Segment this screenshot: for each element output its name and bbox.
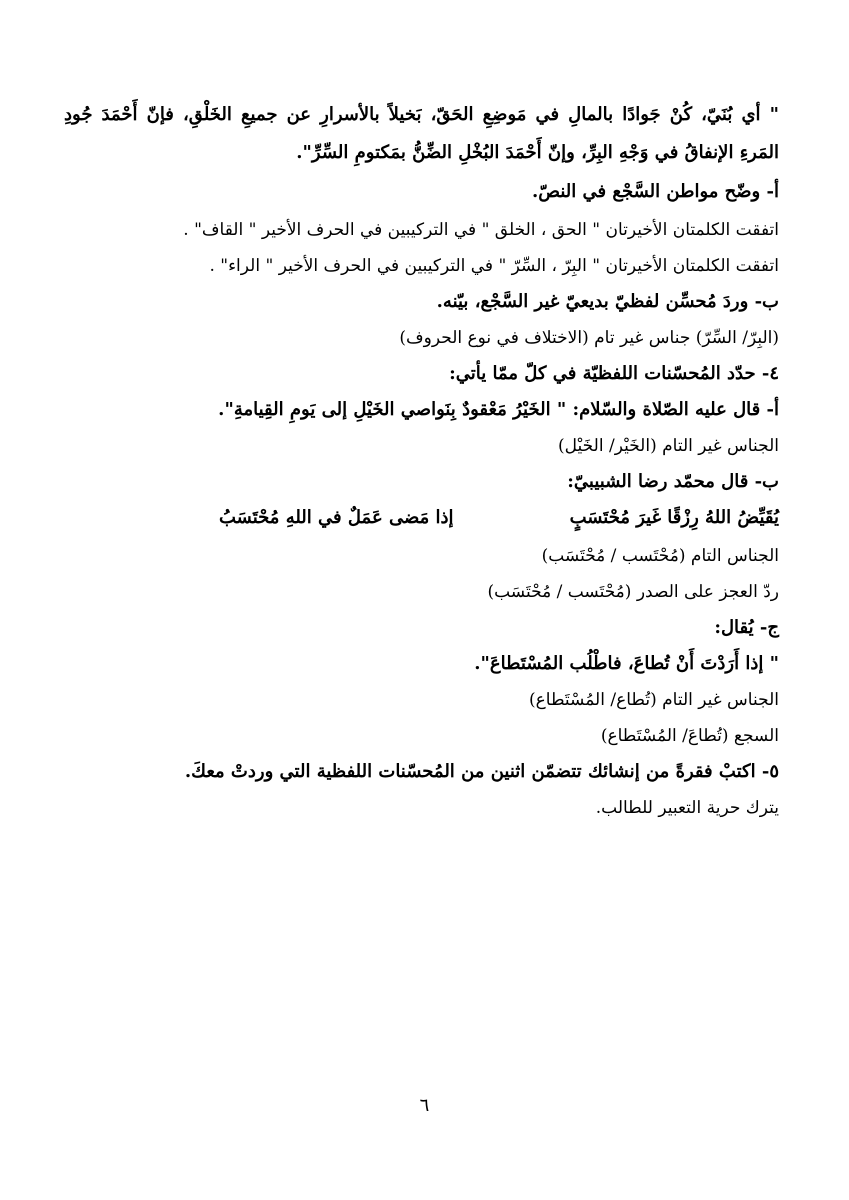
question-5: ٥- اكتبْ فقرةً من إنشائك تتضمّن اثنين من المُحسّنات اللفظية التي وردتْ معكَ.: [184, 761, 779, 782]
question-b: ب- وردَ مُحسِّن لفظيّ بديعيّ غير السَّجْع، بيّنه.: [436, 291, 779, 312]
answer-4-a: الجناس غير التام (الخَيْر/ الخَيْل): [558, 436, 779, 456]
poetry-verse: [219, 500, 779, 536]
page-number: ٦: [419, 1095, 430, 1116]
question-a: أ- وضّح مواطن السَّجْع في النصّ.: [532, 181, 779, 202]
question-4-c: ج- يُقال:: [714, 617, 779, 638]
answer-4-b-line-1: الجناس التام (مُحْتَسب / مُحْتَسَب): [541, 546, 779, 566]
quote-paragraph: " أي بُنَيّ، كُنْ جَوادًا بالمالِ في مَوضِعِ الحَقّ، بَخيلاً بالأسرارِ عن جميعِ الخَلْقِ، فإنّ أَحْمَدَ جُودِ المَرءِ الإنفاقُ في وَجْهِ البِرِّ، وإنّ أَحْمَدَ البُخْلِ الضِّنُّ بمَكتومِ السِّرِّ".: [64, 104, 779, 163]
answer-4-c-line-2: السجع (تُطاعَ/ المُسْتَطاع): [600, 726, 779, 746]
verse-first-hemistich: يُقَيِّضُ اللهُ رِزْقًا غَيرَ مُحْتَسَبٍ: [569, 507, 779, 528]
document-body: [64, 96, 779, 826]
answer-a-line-1: اتفقت الكلمتان الأخيرتان " الحق ، الخلق " في التركيبين في الحرف الأخير " القاف" .: [183, 220, 779, 240]
question-4-c-quote: " إذا أَرَدْتَ أَنْ تُطاعَ، فاطْلُب المُسْتَطاعَ".: [474, 653, 779, 674]
answer-b: (البِرّ/ السِّرّ) جناس غير تام (الاختلاف في نوع الحروف): [399, 328, 779, 348]
answer-4-b-line-2: ردّ العجز على الصدر (مُحْتَسب / مُحْتَسَب): [487, 582, 779, 602]
verse-second-hemistich: إذا مَضى عَمَلٌ في اللهِ مُحْتَسَبُ: [219, 507, 454, 528]
question-4-a: أ- قال عليه الصّلاة والسّلام: " الخَيْرُ مَعْقودٌ بِنَواصي الخَيْلِ إلى يَومِ القِيامةِ".: [218, 399, 779, 420]
answer-4-c-line-1: الجناس غير التام (تُطاع/ المُسْتَطاع): [529, 690, 779, 710]
answer-5: يترك حرية التعبير للطالب.: [595, 798, 779, 818]
question-4-b: ب- قال محمّد رضا الشبيبيّ:: [567, 471, 779, 492]
question-4: ٤- حدّد المُحسّنات اللفظيّة في كلّ ممّا يأتي:: [449, 363, 779, 384]
answer-a-line-2: اتفقت الكلمتان الأخيرتان " البِرّ ، السِّرّ " في التركيبين في الحرف الأخير " الراء" .: [209, 256, 779, 276]
